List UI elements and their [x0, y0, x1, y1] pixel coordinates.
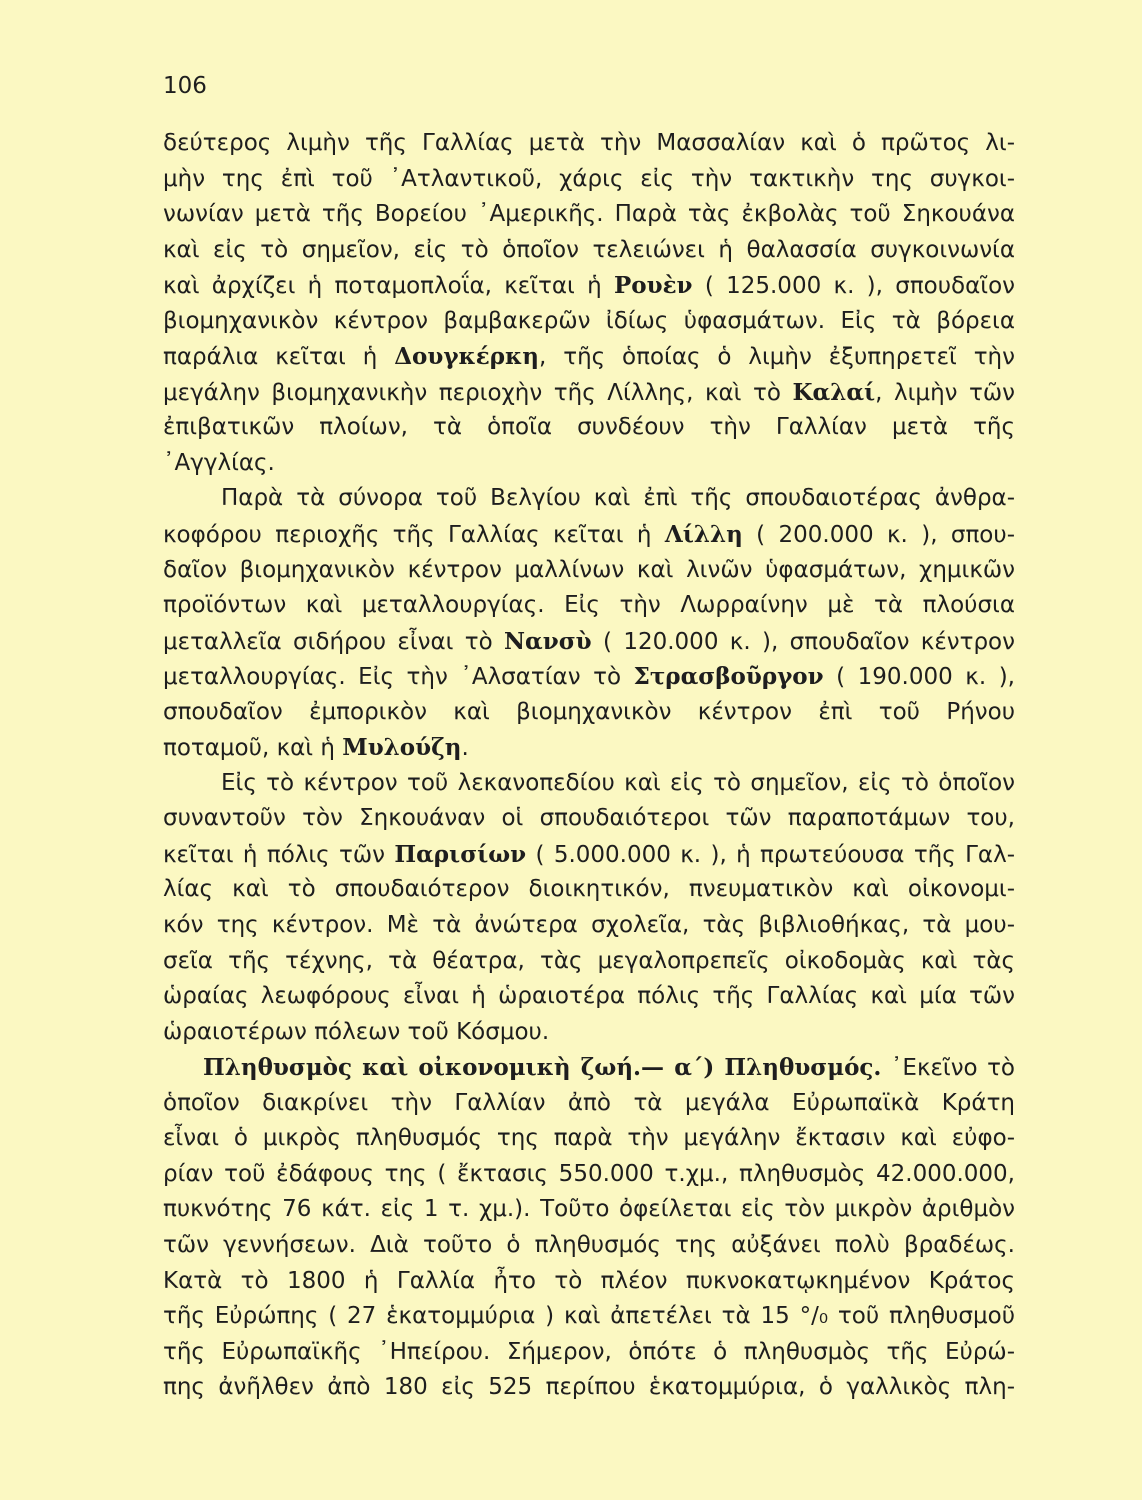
- bold-term: Καλαί: [792, 378, 876, 406]
- text-line: [163, 908, 1015, 944]
- text-run: Παρὰ τὰ σύνορα τοῦ Βελγίου καὶ ἐπὶ τῆς σπουδαιοτέρας ἀνθρα-: [221, 485, 1015, 512]
- text-run: ὡραιοτέρων πόλεων τοῦ Κόσμου.: [163, 1018, 550, 1045]
- bold-term: Παρισίων: [394, 840, 527, 868]
- text-run: τῆς Εὐρωπαϊκῆς ᾿Ηπείρου. Σήμερον, ὁπότε ὁ πληθυσμὸς τῆς Εὐρώ-: [163, 1338, 1015, 1365]
- text-run: σπουδαῖον ἐμπορικὸν καὶ βιομηχανικὸν κέντρον ἐπὶ τοῦ Ρήνου: [163, 698, 1015, 725]
- text-run: τῶν γεννήσεων. Διὰ τοῦτο ὁ πληθυσμός της αὐξάνει πολὺ βραδέως.: [163, 1231, 1015, 1258]
- text-run: ( 125.000 κ. ), σπουδαῖον: [692, 273, 1015, 300]
- text-run: ( 120.000 κ. ), σπουδαῖον κέντρον: [591, 628, 1015, 655]
- text-run: ἐπιβατικῶν πλοίων, τὰ ὁποῖα συνδέουν τὴν Γαλλίαν μετὰ τῆς: [163, 414, 1015, 441]
- text-line: [163, 1192, 1015, 1228]
- text-line: [163, 944, 1015, 980]
- text-run: ( 5.000.000 κ. ), ἡ πρωτεύουσα τῆς Γαλ-: [526, 841, 1015, 868]
- text-line: [163, 624, 1015, 660]
- text-line: [163, 1228, 1015, 1264]
- bold-term: Λίλλη: [664, 521, 743, 549]
- text-run: ( 200.000 κ. ), σπου-: [742, 522, 1015, 549]
- text-line: [163, 1157, 1015, 1193]
- text-run: τῆς Εὐρώπης ( 27 ἑκατομμύρια ) καὶ ἀπετέλει τὰ 15 °/₀ τοῦ πληθυσμοῦ: [163, 1303, 1015, 1330]
- text-line: [163, 801, 1015, 837]
- text-run: παράλια κεῖται ἡ: [163, 344, 395, 371]
- bold-term: Πληθυσμὸς καὶ οἰκονομικὴ ζωή.— α΄) Πληθυσμός.: [203, 1054, 882, 1082]
- bold-term: Μυλούζη: [342, 734, 462, 762]
- text-line: [163, 872, 1015, 908]
- text-run: δεύτερος λιμὴν τῆς Γαλλίας μετὰ τὴν Μασσαλίαν καὶ ὁ πρῶτος λι-: [163, 130, 1015, 156]
- text-run: προϊόντων καὶ μεταλλουργίας. Εἰς τὴν Λωρραίνην μὲ τὰ πλούσια: [163, 592, 1015, 619]
- text-run: πης ἀνῆλθεν ἀπὸ 180 εἰς 525 περίπου ἑκατομμύρια, ὁ γαλλικὸς πλη-: [163, 1374, 1015, 1401]
- page-number: 106: [163, 73, 207, 99]
- text-line: [163, 517, 1015, 553]
- text-line: [163, 695, 1015, 731]
- text-line: [163, 233, 1015, 269]
- text-run: εἶναι ὁ μικρὸς πληθυσμός της παρὰ τὴν μεγάλην ἔκτασιν καὶ εὐφο-: [163, 1125, 1015, 1152]
- text-line: [163, 481, 1015, 517]
- text-run: μεγάλην βιομηχανικὴν περιοχὴν τῆς Λίλλης, καὶ τὸ: [163, 379, 793, 406]
- text-run: ρίαν τοῦ ἐδάφους της ( ἔκτασις 550.000 τ.χμ., πληθυσμὸς 42.000.000,: [163, 1160, 1015, 1187]
- text-line: [163, 1121, 1015, 1157]
- text-run: ὁποῖον διακρίνει τὴν Γαλλίαν ἀπὸ τὰ μεγάλα Εὐρωπαϊκὰ Κράτη: [163, 1089, 1015, 1116]
- text-run: ᾿Εκεῖνο τὸ: [881, 1055, 1016, 1082]
- text-line: [163, 1015, 1015, 1051]
- text-run: δαῖον βιομηχανικὸν κέντρον μαλλίνων καὶ λινῶν ὑφασμάτων, χημικῶν: [163, 556, 1015, 583]
- text-line: [163, 1086, 1015, 1122]
- text-run: νωνίαν μετὰ τῆς Βορείου ᾿Αμερικῆς. Παρὰ τὰς ἐκβολὰς τοῦ Σηκουάνα: [163, 201, 1015, 228]
- text-line: [163, 162, 1015, 198]
- text-run: , τῆς ὁποίας ὁ λιμὴν ἐξυπηρετεῖ τὴν: [539, 344, 1015, 371]
- text-run: Εἰς τὸ κέντρον τοῦ λεκανοπεδίου καὶ εἰς τὸ σημεῖον, εἰς τὸ ὁποῖον: [221, 769, 1015, 796]
- bold-term: Ρουὲν: [613, 272, 693, 300]
- text-run: κεῖται ἡ πόλις τῶν: [163, 841, 395, 868]
- text-line: [163, 730, 1015, 766]
- text-line: [163, 553, 1015, 589]
- text-run: σεῖα τῆς τέχνης, τὰ θέατρα, τὰς μεγαλοπρεπεῖς οἰκοδομὰς καὶ τὰς: [163, 947, 1015, 974]
- text-run: βιομηχανικὸν κέντρον βαμβακερῶν ἰδίως ὑφασμάτων. Εἰς τὰ βόρεια: [163, 307, 1015, 334]
- text-run: , λιμὴν τῶν: [875, 379, 1016, 406]
- text-line: [163, 339, 1015, 375]
- text-run: λίας καὶ τὸ σπουδαιότερον διοικητικόν, πνευματικὸν καὶ οἰκονομι-: [163, 876, 1015, 903]
- text-line: [163, 659, 1015, 695]
- text-line: [163, 446, 1015, 482]
- text-line: [163, 1264, 1015, 1300]
- text-run: .: [461, 735, 469, 762]
- text-line: [163, 1050, 1015, 1086]
- bold-term: Νανσὺ: [504, 627, 592, 655]
- text-run: πυκνότης 76 κάτ. εἰς 1 τ. χμ.). Τοῦτο ὀφείλεται εἰς τὸν μικρὸν ἀριθμὸν: [163, 1196, 1015, 1223]
- text-line: [163, 268, 1015, 304]
- text-line: [163, 837, 1015, 873]
- text-run: καὶ εἰς τὸ σημεῖον, εἰς τὸ ὁποῖον τελειώνει ἡ θαλασσία συγκοινωνία: [163, 236, 1015, 263]
- bold-term: Δουγκέρκη: [394, 343, 539, 371]
- text-run: συναντοῦν τὸν Σηκουάναν οἱ σπουδαιότεροι τῶν παραποτάμων του,: [163, 805, 1015, 832]
- text-run: καὶ ἀρχίζει ἡ ποταμοπλοΐα, κεῖται ἡ: [163, 273, 614, 300]
- text-run: Κατὰ τὸ 1800 ἡ Γαλλία ἦτο τὸ πλέον πυκνοκατῳκημένον Κράτος: [163, 1267, 1015, 1294]
- page-text: [163, 126, 1015, 1406]
- text-line: [163, 979, 1015, 1015]
- text-run: μεταλλουργίας. Εἰς τὴν ᾿Αλσατίαν τὸ: [163, 664, 634, 691]
- text-line: [163, 766, 1015, 802]
- text-run: κόν της κέντρον. Μὲ τὰ ἀνώτερα σχολεῖα, τὰς βιβλιοθήκας, τὰ μου-: [163, 912, 1015, 939]
- text-line: [163, 304, 1015, 340]
- text-line: [163, 126, 1015, 162]
- text-line: [163, 1335, 1015, 1371]
- text-run: ὡραίας λεωφόρους εἶναι ἡ ὡραιοτέρα πόλις τῆς Γαλλίας καὶ μία τῶν: [163, 983, 1015, 1010]
- text-line: [163, 197, 1015, 233]
- text-run: ποταμοῦ, καὶ ἡ: [163, 735, 343, 762]
- text-run: μεταλλεῖα σιδήρου εἶναι τὸ: [163, 628, 505, 655]
- text-run: ( 190.000 κ. ),: [823, 664, 1015, 691]
- text-run: μὴν της ἐπὶ τοῦ ᾿Ατλαντικοῦ, χάρις εἰς τὴν τακτικὴν της συγκοι-: [163, 165, 1015, 192]
- text-run: ᾿Αγγλίας.: [163, 449, 275, 476]
- text-run: κοφόρου περιοχῆς τῆς Γαλλίας κεῖται ἡ: [163, 522, 665, 549]
- text-line: [163, 588, 1015, 624]
- text-line: [163, 375, 1015, 411]
- text-line: [163, 1299, 1015, 1335]
- text-line: [163, 1370, 1015, 1406]
- text-line: [163, 410, 1015, 446]
- bold-term: Στρασβοῦργον: [633, 663, 824, 691]
